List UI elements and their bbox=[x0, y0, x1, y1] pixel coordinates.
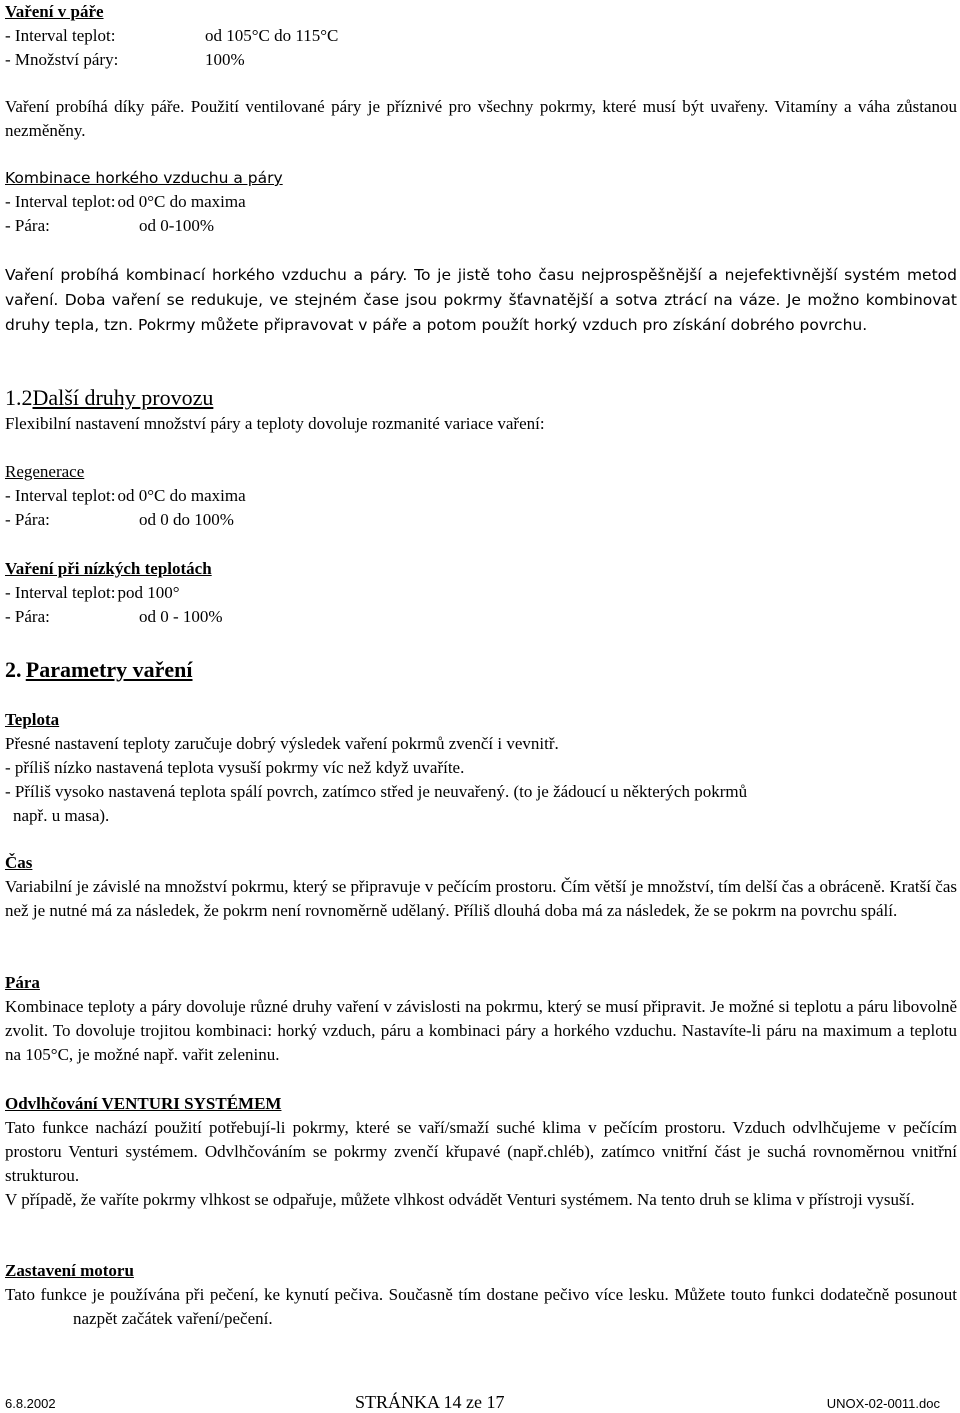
lowtemp-section bbox=[5, 557, 957, 629]
section-1-2-title: Další druhy provozu bbox=[32, 385, 214, 410]
page-footer bbox=[5, 1392, 940, 1412]
regen-heading: Regenerace bbox=[5, 462, 85, 481]
combi-steam-row bbox=[5, 214, 957, 238]
combi-steam-label: - Pára: bbox=[5, 216, 50, 235]
venturi-section bbox=[5, 1092, 957, 1212]
steam-amount-label: - Množství páry: bbox=[5, 50, 119, 69]
steam-section bbox=[5, 0, 957, 72]
regen-temp-row bbox=[5, 484, 957, 508]
regen-temp-label: - Interval teplot: bbox=[5, 486, 116, 505]
teplota-line-3: - Příliš vysoko nastavená teplota spálí povrch, zatímco střed je neuvařený. (to je žádoucí u některých pokrmů bbox=[5, 782, 748, 801]
venturi-heading: Odvlhčování VENTURI SYSTÉMEM bbox=[5, 1094, 282, 1113]
motor-text: Tato funkce je používána při pečení, ke kynutí pečiva. Současně tím dostane pečivo více lesku. Můžete touto funkci dodatečně posunout nazpět začátek vaření/pečení. bbox=[5, 1285, 957, 1328]
motor-heading: Zastavení motoru bbox=[5, 1261, 134, 1280]
regen-section bbox=[5, 460, 957, 532]
para-heading: Pára bbox=[5, 973, 40, 992]
teplota-line-1: Přesné nastavení teploty zaručuje dobrý výsledek vaření pokrmů zvenčí i vevnitř. bbox=[5, 734, 559, 753]
footer-document-name: UNOX-02-0011.doc bbox=[826, 1396, 940, 1411]
para-section bbox=[5, 971, 957, 1067]
lowtemp-steam-value: od 0 - 100% bbox=[139, 607, 223, 626]
steam-temp-row bbox=[5, 24, 957, 48]
combi-steam-value: od 0-100% bbox=[139, 216, 215, 235]
section-1-2-intro: Flexibilní nastavení množství páry a teploty dovoluje rozmanité variace vaření: bbox=[5, 414, 545, 433]
footer-page-number: STRÁNKA 14 ze 17 bbox=[355, 1392, 505, 1412]
section-2-heading bbox=[5, 655, 957, 687]
lowtemp-temp-row bbox=[5, 581, 957, 605]
steam-temp-value: od 105°C do 115°C bbox=[205, 26, 339, 45]
steam-heading: Vaření v páře bbox=[5, 2, 104, 21]
combi-section bbox=[5, 166, 957, 238]
section-1-2-heading bbox=[5, 384, 957, 414]
teplota-section bbox=[5, 708, 957, 828]
teplota-line-4: např. u masa). bbox=[13, 806, 110, 825]
motor-section bbox=[5, 1259, 957, 1331]
lowtemp-steam-row bbox=[5, 605, 957, 629]
lowtemp-temp-value: pod 100° bbox=[117, 583, 180, 602]
steam-amount-row bbox=[5, 48, 957, 72]
section-1-2-number: 1.2 bbox=[5, 385, 33, 410]
para-text: Kombinace teploty a páry dovoluje různé druhy vaření v závislosti na pokrmu, který se musí připravit. Je možné si teplotu a páru libovolně zvolit. To dovoluje trojitou kombinaci: horký vzduch, páru a kombinaci páry a horkého vzduchu. Nastavíte-li páru na maximum a teplotu na 105°C, je možné např. vařit zeleninu. bbox=[5, 997, 957, 1064]
combi-temp-value: od 0°C do maxima bbox=[117, 192, 246, 211]
regen-temp-value: od 0°C do maxima bbox=[117, 486, 246, 505]
teplota-heading: Teplota bbox=[5, 710, 60, 729]
steam-temp-label: - Interval teplot: bbox=[5, 26, 116, 45]
cas-text: Variabilní je závislé na množství pokrmu, který se připravuje v pečícím prostoru. Čím větší je množství, tím delší čas a obráceně. Kratší čas než je nutné má za následek, že pokrm není rovnoměrně udělaný. Příliš dlouhá doba má za následek, že se pokrm na povrchu spálí. bbox=[5, 877, 957, 920]
teplota-line-2: - příliš nízko nastavená teplota vysuší pokrmy víc než když uvaříte. bbox=[5, 758, 465, 777]
combi-text: Vaření probíhá kombinací horkého vzduchu a páry. To je jistě toho času nejprospěšnější a nejefektivnější systém metod vaření. Doba vaření se redukuje, ve stejném čase jsou pokrmy šťavnatější a sotva ztrácí na váze. Je možno kombinovat druhy tepla, tzn. Pokrmy můžete připravovat v páře a potom použít horký vzduch pro získání dobrého povrchu. bbox=[5, 266, 957, 334]
regen-steam-label: - Pára: bbox=[5, 510, 50, 529]
cas-heading: Čas bbox=[5, 853, 33, 872]
regen-steam-row bbox=[5, 508, 957, 532]
cas-section bbox=[5, 851, 957, 923]
combi-heading: Kombinace horkého vzduchu a páry bbox=[5, 169, 283, 187]
lowtemp-steam-label: - Pára: bbox=[5, 607, 50, 626]
regen-steam-value: od 0 do 100% bbox=[139, 510, 234, 529]
section-2-title: Parametry vaření bbox=[25, 657, 193, 682]
combi-temp-label: - Interval teplot: bbox=[5, 192, 116, 211]
section-2-number: 2. bbox=[5, 657, 22, 682]
steam-amount-value: 100% bbox=[205, 50, 245, 69]
combi-temp-row bbox=[5, 190, 957, 214]
lowtemp-temp-label: - Interval teplot: bbox=[5, 583, 116, 602]
steam-text: Vaření probíhá díky páře. Použití ventilované páry je příznivé pro všechny pokrmy, které musí být uvařeny. Vitamíny a váha zůstanou nezměněny. bbox=[5, 97, 957, 140]
lowtemp-heading: Vaření při nízkých teplotách bbox=[5, 559, 212, 578]
venturi-text-1: Tato funkce nachází použití potřebují-li pokrmy, které se vaří/smaží suché klima v pečícím prostoru. Vzduch odvlhčujeme v pečícím prostoru Venturi systémem. Odvlhčováním se pokrmy zvenčí křupavé (např.chléb), zatímco vnitřní část je suchá rovnoměrnou vnitřní strukturou. bbox=[5, 1118, 957, 1185]
footer-date: 6.8.2002 bbox=[5, 1396, 56, 1411]
venturi-text-2: V případě, že vaříte pokrmy vlhkost se odpařuje, můžete vlhkost odvádět Venturi systémem. Na tento druh se klima v přístroji vysuší. bbox=[5, 1190, 915, 1209]
